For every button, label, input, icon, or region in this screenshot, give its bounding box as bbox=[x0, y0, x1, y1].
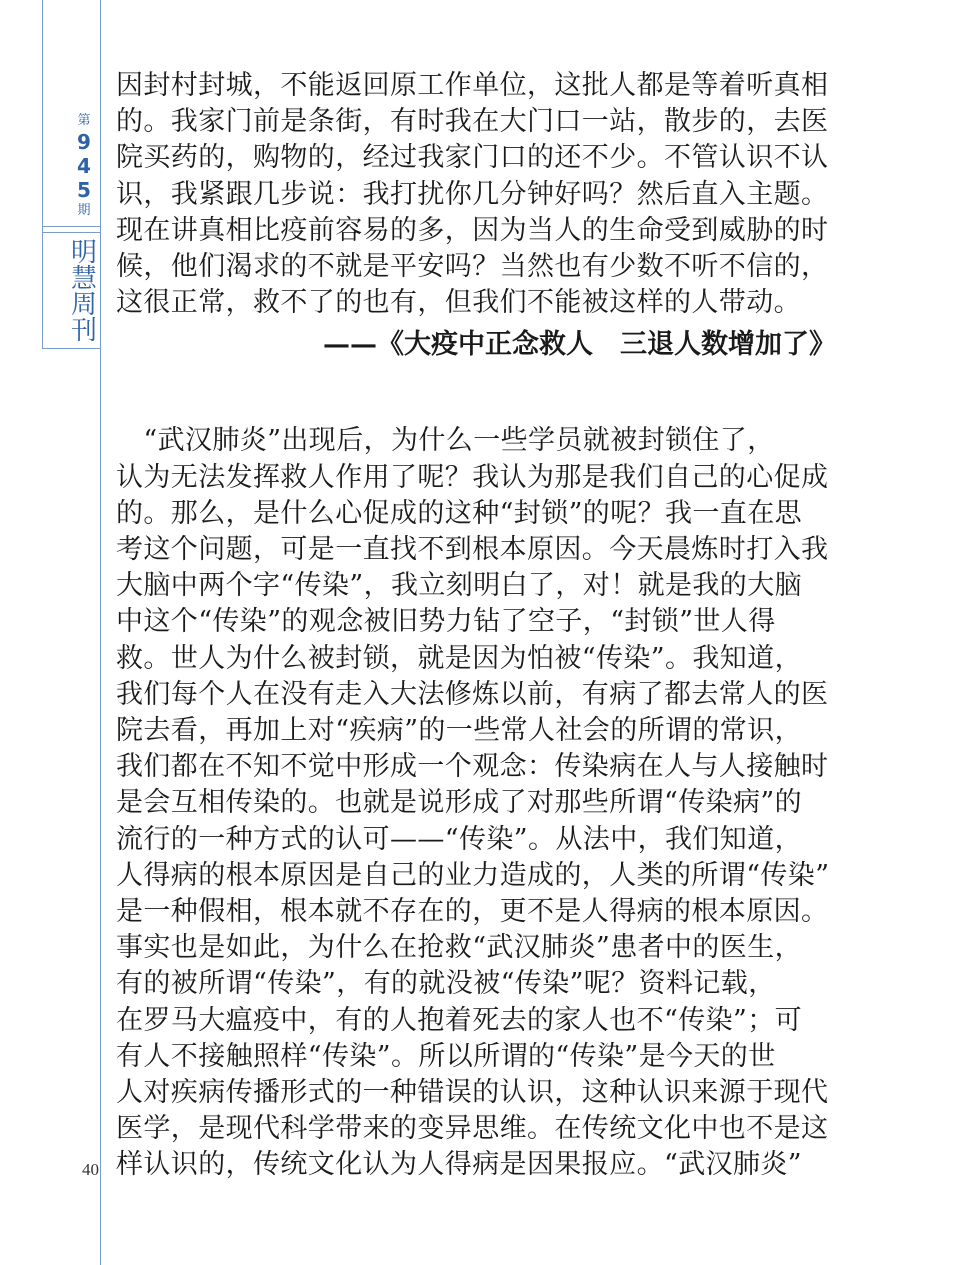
issue-digit: 4 bbox=[77, 154, 91, 178]
issue-number bbox=[72, 112, 96, 220]
sidebar-divider bbox=[42, 232, 100, 233]
sidebar-divider bbox=[42, 226, 100, 227]
text-line: 我们都在不知不觉中形成一个观念：传染病在人与人接触时 bbox=[116, 751, 829, 783]
text-line: 在罗马大瘟疫中，有的人抱着死去的家人也不“传染”；可 bbox=[116, 1004, 803, 1036]
publication-char: 明 bbox=[70, 238, 97, 268]
publication-char: 刊 bbox=[70, 316, 97, 346]
text-line: 因封村封城，不能返回原工作单位，这批人都是等着听真相 bbox=[116, 70, 829, 101]
text-line: 我们每个人在没有走入大法修炼以前，有病了都去常人的医 bbox=[116, 678, 829, 710]
quote-citation: ——《大疫中正念救人 三退人数增加了》 bbox=[323, 329, 836, 361]
text-line: 考这个问题，可是一直找不到根本原因。今天晨炼时打入我 bbox=[116, 534, 829, 566]
text-line: 院买药的，购物的，经过我家门口的还不少。不管认识不认 bbox=[116, 142, 829, 174]
issue-digit: 9 bbox=[77, 130, 91, 154]
text-line: 的。那么，是什么心促成的这种“封锁”的呢？我一直在思 bbox=[116, 497, 803, 529]
text-line: 中这个“传染”的观念被旧势力钻了空子，“封锁”世人得 bbox=[116, 606, 776, 638]
text-line: 流行的一种方式的认可——“传染”。从法中，我们知道， bbox=[116, 823, 803, 855]
text-line: 识，我紧跟几步说：我打扰你几分钟好吗？然后直入主题。 bbox=[116, 178, 829, 210]
page-number: 40 bbox=[82, 1160, 99, 1179]
publication-char: 周 bbox=[70, 290, 97, 320]
text-line: 院去看，再加上对“疾病”的一些常人社会的所谓的常识， bbox=[116, 715, 803, 747]
text-line: 事实也是如此，为什么在抢救“武汉肺炎”患者中的医生， bbox=[116, 932, 803, 964]
text-line: 救。世人为什么被封锁，就是因为怕被“传染”。我知道， bbox=[116, 642, 803, 674]
issue-prefix: 第 bbox=[77, 113, 91, 128]
text-line: 医学，是现代科学带来的变异思维。在传统文化中也不是这 bbox=[116, 1113, 829, 1145]
paragraph-gap bbox=[116, 363, 866, 423]
margin-rule bbox=[100, 0, 101, 1265]
text-line: 有的被所谓“传染”，有的就没被“传染”呢？资料记载， bbox=[116, 968, 776, 1000]
text-line: 是一种假相，根本就不存在的，更不是人得病的根本原因。 bbox=[116, 896, 829, 928]
text-line: “武汉肺炎”出现后，为什么一些学员就被封锁住了， bbox=[116, 425, 775, 457]
main-content bbox=[116, 68, 866, 1184]
text-line: 的。我家门前是条街，有时我在大门口一站，散步的，去医 bbox=[116, 106, 829, 138]
publication-char: 慧 bbox=[70, 264, 97, 294]
text-line: 人得病的根本原因是自己的业力造成的，人类的所谓“传染” bbox=[116, 859, 830, 891]
text-line: 现在讲真相比疫前容易的多，因为当人的生命受到威胁的时 bbox=[116, 214, 829, 246]
text-line: 有人不接触照样“传染”。所以所谓的“传染”是今天的世 bbox=[116, 1040, 776, 1072]
quote-paragraph bbox=[116, 68, 866, 321]
article-paragraph bbox=[116, 423, 866, 1183]
issue-suffix: 期 bbox=[77, 203, 91, 218]
text-line: 这很正常，救不了的也有，但我们不能被这样的人带动。 bbox=[116, 287, 801, 319]
text-line: 样认识的，传统文化认为人得病是因果报应。“武汉肺炎” bbox=[116, 1149, 803, 1181]
text-line: 人对疾病传播形式的一种错误的认识，这种认识来源于现代 bbox=[116, 1077, 829, 1109]
publication-name bbox=[70, 240, 98, 344]
text-line: 认为无法发挥救人作用了呢？我认为那是我们自己的心促成 bbox=[116, 461, 829, 493]
text-line: 大脑中两个字“传染”，我立刻明白了，对！就是我的大脑 bbox=[116, 570, 803, 602]
text-line: 候，他们渴求的不就是平安吗？当然也有少数不听不信的， bbox=[116, 251, 829, 283]
issue-digit: 5 bbox=[77, 178, 91, 202]
text-line: 是会互相传染的。也就是说形成了对那些所谓“传染病”的 bbox=[116, 787, 803, 819]
